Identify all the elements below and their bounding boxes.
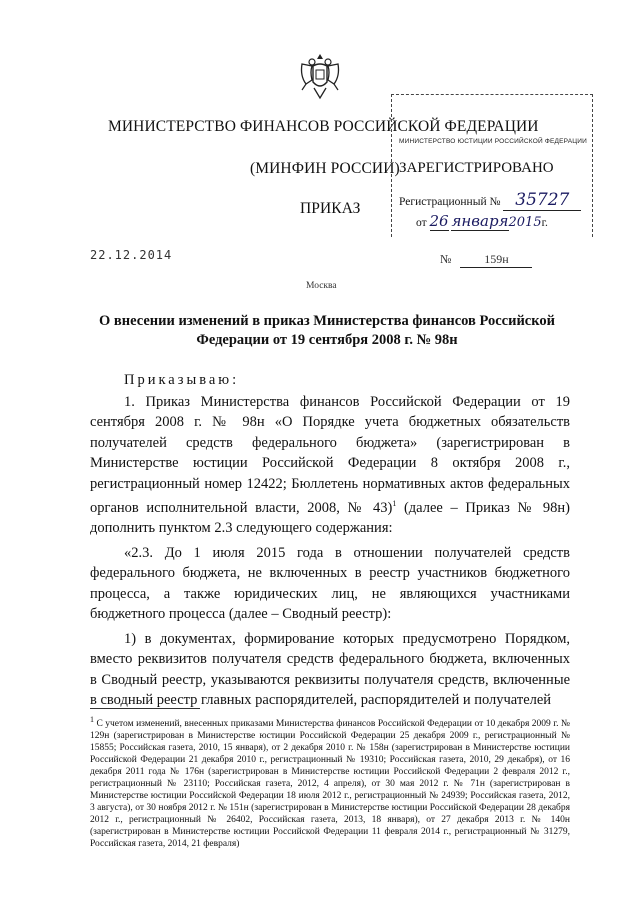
footnote-separator — [90, 708, 200, 709]
order-date: 22.12.2014 — [90, 248, 173, 262]
order-number-label: № — [440, 252, 452, 266]
footnote-mark: 1 — [90, 715, 94, 724]
paragraph-1-text: 1. Приказ Министерства финансов Российской Федерации от 19 сентября 2008 г. № 98н «О Порядке учета бюджетных обязательств получателей средств федерального бюджета» (зарегистрирован в Министерстве юстиции Российской Федерации 8 октября 2008 г., регистрационный номер 12422; Бюллетень нормативных актов федеральных органов исполнительной власти, 2008, № 43) — [90, 393, 570, 516]
stamp-registered: ЗАРЕГИСТРИРОВАНО — [399, 160, 554, 176]
stamp-reg-label: Регистрационный № — [399, 196, 501, 208]
stamp-date-year: 2015 — [508, 215, 542, 230]
stamp-from-label: от — [416, 217, 427, 229]
order-number: 159н — [460, 252, 532, 268]
order-number-row — [440, 252, 532, 268]
paragraph-1 — [90, 392, 570, 539]
footnote — [90, 714, 570, 850]
footnote-ref: 1 — [392, 499, 397, 508]
stamp-date-day: 26 — [429, 212, 449, 230]
stamp-year-suffix: г. — [541, 217, 548, 229]
paragraph-1-end: (далее – Приказ № 98н) дополнить пунктом 2.3 следующего содержания: — [90, 499, 570, 537]
stamp-reg-number: 35727 — [503, 190, 581, 211]
ministry-name: МИНИСТЕРСТВО ФИНАНСОВ РОССИЙСКОЙ ФЕДЕРАЦИИ — [108, 118, 539, 135]
stamp-ministry: МИНИСТЕРСТВО ЮСТИЦИИ РОССИЙСКОЙ ФЕДЕРАЦИИ — [399, 138, 588, 145]
stamp-reg-row — [399, 190, 581, 211]
paragraph-3: 1) в документах, формирование которых предусмотрено Порядком, вместо реквизитов получателя средств федерального бюджета, включенных в Сводный реестр, указываются реквизиты получателя средств, включенные в сводный реестр главных распорядителей, распорядителей и получателей — [90, 630, 570, 709]
footnote-text: С учетом изменений, внесенных приказами Министерства финансов Российской Федерации от 10 декабря 2009 г. № 129н (зарегистрирован в Министерстве юстиции Российской Федерации 25 декабря 2009 г., регистрационный № 15855; Российская газета, 2010, 15 января), от 2 декабря 2010 г. № 158н (зарегистрирован в Министерстве юстиции Российской Федерации 21 декабря 2010 г., регистрационный № 19310; Российская газета, 2010, 29 декабря), от 16 декабря 2011 года № 176н (зарегистрирован в Министерстве юстиции Российской Федерации 2 февраля 2012 г., регистрационный № 23110; Российская газета, 2012, 4 апреля), от 30 мая 2012 г. № 71н (зарегистрирован в Министерстве юстиции Российской Федерации 18 июля 2012 г., регистрационный № 24939; Российская газета, 2012, 3 августа), от 30 ноября 2012 г. № 151н (зарегистрирован в Министерстве юстиции Российской Федерации 28 декабря 2012 г., регистрационный № 26402, Российская газета, 2013, 18 января), от 27 декабря 2013 г. № 140н (зарегистрирован в Министерстве юстиции Российской Федерации 11 февраля 2014 г., регистрационный № 31279, Российская газета, 2014, 21 февраля) — [90, 719, 570, 850]
paragraph-2: «2.3. До 1 июля 2015 года в отношении получателей средств федерального бюджета, не включенных в реестр участников бюджетного процесса, а также юридических лиц, не являющихся участниками бюджетного процесса (далее – Сводный реестр): — [90, 544, 570, 623]
ministry-short-name: (МИНФИН РОССИИ) — [250, 160, 400, 177]
stamp-date-row — [416, 212, 548, 231]
order-city: Москва — [306, 281, 337, 291]
order-title: О внесении изменений в приказ Министерства финансов Российской Федерации от 19 сентября 2008 г. № 98н — [99, 313, 555, 348]
order-word: Приказываю: — [124, 372, 240, 388]
order-body — [90, 370, 570, 711]
stamp-date-month: января — [451, 212, 509, 230]
document-type: ПРИКАЗ — [300, 200, 361, 217]
coat-of-arms-icon — [298, 50, 342, 102]
